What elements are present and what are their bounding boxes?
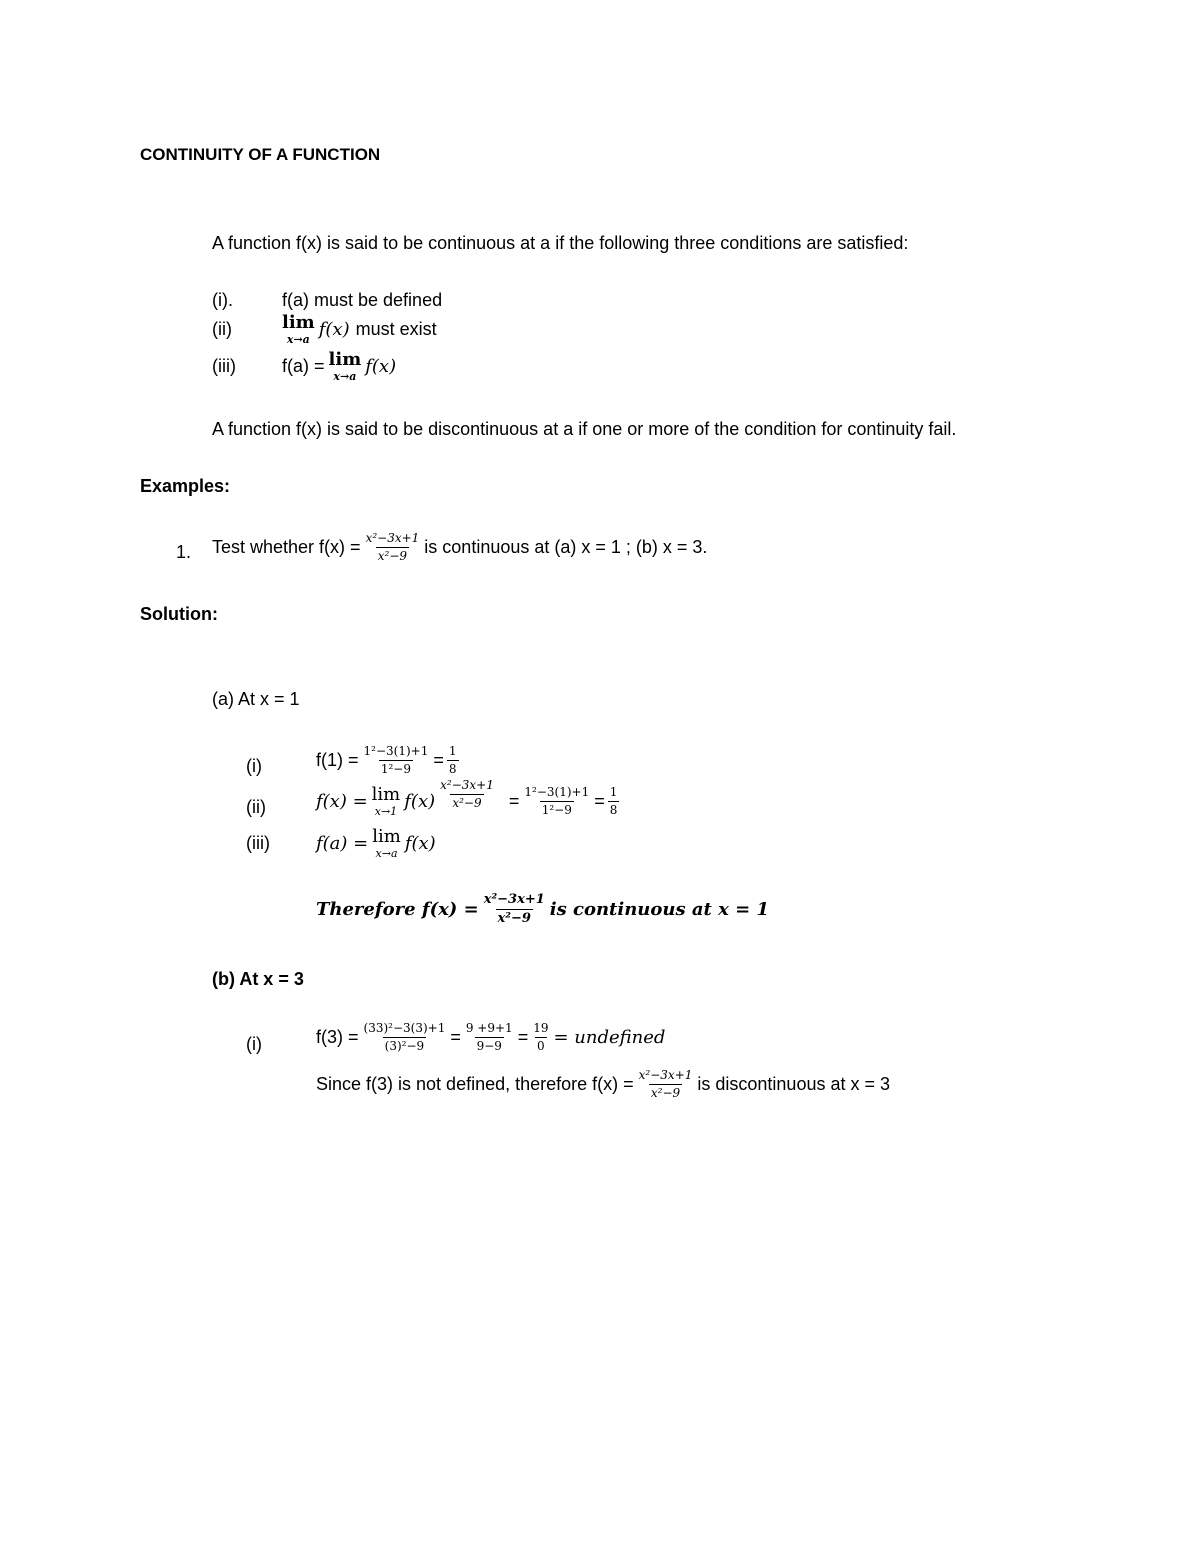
part-b-heading: (b) At x = 3 (212, 969, 304, 989)
equals: = (433, 750, 444, 771)
denominator: x²−9 (497, 911, 531, 927)
fraction (637, 1069, 695, 1100)
lhs: f(1) = (316, 750, 359, 771)
part-a-ii-expression (316, 778, 622, 819)
since-prefix: Since f(3) is not defined, therefore f(x) = (316, 1074, 634, 1095)
part-a-i-expression (316, 745, 462, 776)
equals: = (450, 1027, 461, 1048)
numerator: 9 +9+1 (465, 1021, 513, 1035)
condition-3-expression (282, 351, 396, 382)
discontinuous-text: A function f(x) is said to be discontinuous at a if one or more of the condition for continuity fail. (212, 419, 957, 439)
part-a-i-label: (i) (246, 756, 262, 776)
denominator: 1²−9 (380, 762, 411, 777)
equals: = (594, 791, 605, 812)
examples-heading: Examples: (140, 476, 231, 496)
lim-word: lim (371, 784, 401, 806)
numerator: x²−3x+1 (365, 531, 420, 545)
lim-word: lim (282, 312, 315, 333)
condition-2-label: (ii) (212, 319, 232, 339)
conclusion-suffix: is continuous at x = 1 (549, 899, 769, 921)
fraction (447, 745, 459, 776)
condition-1-text: f(a) must be defined (282, 290, 443, 310)
limit-operator (282, 314, 315, 345)
example-number: 1. (176, 542, 192, 562)
lim-word: lim (328, 349, 362, 370)
example-1-statement (212, 532, 707, 563)
denominator: (3)²−9 (384, 1039, 425, 1054)
numerator: x²−3x+1 (440, 778, 494, 792)
part-a-conclusion (316, 893, 769, 927)
fraction (482, 893, 547, 927)
denominator: x²−9 (452, 796, 482, 811)
example-prefix: Test whether f(x) = (212, 537, 361, 558)
numerator: 1 (609, 785, 618, 799)
lim-word: lim (372, 826, 401, 847)
solution-heading: Solution: (140, 604, 218, 624)
denominator: x²−9 (377, 549, 408, 564)
fraction (364, 532, 422, 563)
part-a-ii-label: (ii) (246, 797, 266, 817)
denominator: 8 (609, 803, 618, 818)
lhs: f(a) = (316, 833, 369, 854)
since-suffix: is discontinuous at x = 3 (697, 1074, 891, 1095)
function-expression: f(x) (404, 791, 436, 813)
numerator: 1 (448, 744, 457, 758)
fraction (531, 1022, 550, 1053)
function-expression: f(x) (365, 356, 397, 377)
equals: = (508, 791, 520, 812)
numerator: (33)²−3(3)+1 (363, 1021, 446, 1035)
function-expression: f(x) (318, 319, 350, 340)
condition-1-label: (i). (212, 290, 233, 310)
fraction (522, 786, 591, 817)
numerator: x²−3x+1 (483, 892, 545, 907)
part-a-heading: (a) At x = 1 (212, 689, 300, 709)
part-b-i-expression (316, 1022, 665, 1053)
numerator: x²−3x+1 (638, 1068, 693, 1082)
numerator: 1²−3(1)+1 (363, 744, 429, 758)
lim-subscript: x→a (333, 370, 357, 383)
lim-subscript: x→a (286, 333, 310, 346)
lim-subscript: x→1 (374, 805, 398, 819)
part-a-iii-expression (316, 828, 436, 859)
limit-operator (372, 828, 401, 859)
lhs: f(3) = (316, 1027, 359, 1048)
fraction (362, 1022, 448, 1053)
denominator: 9−9 (476, 1039, 502, 1054)
fraction (362, 745, 431, 776)
denominator: x²−9 (650, 1086, 681, 1101)
limit-operator (372, 786, 401, 817)
example-suffix: is continuous at (a) x = 1 ; (b) x = 3. (424, 537, 708, 558)
result: = undefined (553, 1027, 666, 1049)
page-title: CONTINUITY OF A FUNCTION (140, 145, 381, 164)
condition-3-lhs: f(a) = (282, 356, 325, 376)
function-expression: f(x) (404, 833, 436, 854)
numerator: 19 (533, 1021, 549, 1035)
condition-3-label: (iii) (212, 356, 236, 376)
lim-subscript: x→a (375, 847, 398, 860)
fraction (608, 786, 620, 817)
denominator: 1²−9 (541, 803, 572, 818)
fraction (438, 779, 496, 810)
denominator: 8 (448, 762, 457, 777)
conclusion-prefix: Therefore f(x) = (316, 899, 479, 921)
numerator: 1²−3(1)+1 (524, 785, 590, 799)
part-b-since (316, 1069, 890, 1100)
fraction (464, 1022, 515, 1053)
denominator: 0 (537, 1039, 545, 1054)
lhs: f(x) = (316, 791, 368, 813)
part-a-iii-label: (iii) (246, 833, 270, 853)
part-b-i-label: (i) (246, 1034, 262, 1054)
condition-2-text: must exist (355, 319, 437, 339)
intro-text: A function f(x) is said to be continuous at a if the following three conditions are satisfied: (212, 233, 909, 253)
condition-2-expression (278, 314, 437, 345)
equals: = (517, 1027, 529, 1048)
limit-operator (329, 351, 362, 382)
